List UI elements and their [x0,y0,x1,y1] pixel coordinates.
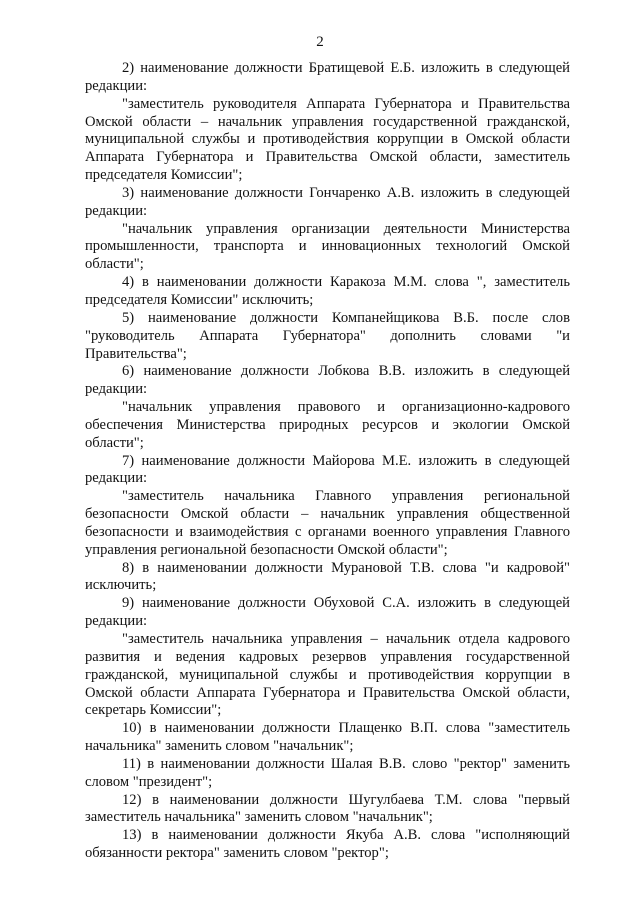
paragraph-3-quote: "начальник управления организации деятельности Министерства промышленности, транспорта и инновационных технологий Омской области"; [85,220,570,273]
paragraph-8: 8) в наименовании должности Мурановой Т.В. слова "и кадровой" исключить; [85,559,570,594]
document-body [85,60,570,863]
paragraph-11: 11) в наименовании должности Шалая В.В. слово "ректор" заменить словом "президент"; [85,755,570,790]
paragraph-7: 7) наименование должности Майорова М.Е. изложить в следующей редакции: [85,452,570,487]
page-number: 2 [316,34,324,50]
paragraph-12: 12) в наименовании должности Шугулбаева Т.М. слова "первый заместитель начальника" заменить словом "начальник"; [85,791,570,826]
paragraph-7-quote: "заместитель начальника Главного управления региональной безопасности Омской области – начальник управления общественной безопасности и взаимодействия с органами военного управления Главного управления региональной безопасности Омской области"; [85,488,570,558]
paragraph-2-quote: "заместитель руководителя Аппарата Губернатора и Правительства Омской области – начальник управления государственной гражданской, муниципальной службы и противодействия коррупции в Омской области Аппарата Губернатора и Правительства Омской области, заместитель председателя Комиссии"; [85,95,570,184]
paragraph-6: 6) наименование должности Лобкова В.В. изложить в следующей редакции: [85,363,570,398]
paragraph-13: 13) в наименовании должности Якуба А.В. слова "исполняющий обязанности ректора" заменить словом "ректор"; [85,827,570,862]
paragraph-9-quote: "заместитель начальника управления – начальник отдела кадрового развития и ведения кадровых резервов управления государственной гражданской, муниципальной службы и противодействия коррупции в Омской области Аппарата Губернатора и Правительства Омской области, секретарь Комиссии"; [85,631,570,719]
paragraph-6-quote: "начальник управления правового и организационно-кадрового обеспечения Министерства природных ресурсов и экологии Омской области"; [85,399,570,451]
paragraph-5: 5) наименование должности Компанейщикова В.Б. после слов "руководитель Аппарата Губернатора" дополнить словами "и Правительства"; [85,309,570,362]
paragraph-9: 9) наименование должности Обуховой С.А. изложить в следующей редакции: [85,595,570,630]
paragraph-3: 3) наименование должности Гончаренко А.В. изложить в следующей редакции: [85,184,570,219]
paragraph-2: 2) наименование должности Братищевой Е.Б. изложить в следующей редакции: [85,60,570,94]
paragraph-10: 10) в наименовании должности Плащенко В.П. слова "заместитель начальника" заменить словом "начальник"; [85,720,570,755]
paragraph-4: 4) в наименовании должности Каракоза М.М. слова ", заместитель председателя Комиссии" исключить; [85,274,570,308]
